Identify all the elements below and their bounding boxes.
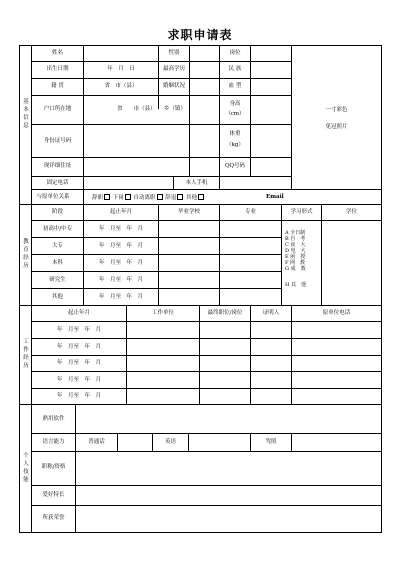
english-label: 英语: [164, 439, 176, 445]
ethnicity-field[interactable]: [251, 62, 291, 78]
relation-label: 与原单位关系: [36, 194, 70, 200]
work-header-phone: 原单位电话: [322, 310, 351, 316]
weight-unit: （kg）: [226, 142, 244, 148]
software-label: 熟用软件: [42, 416, 65, 422]
checkbox-icon: [198, 194, 204, 200]
edu-stage-1: 初高中/中专: [42, 226, 73, 232]
hukou-field[interactable]: 省 市（县） 乡（镇）: [117, 106, 186, 112]
height-field[interactable]: [251, 96, 291, 124]
qq-field[interactable]: [251, 158, 291, 176]
edu-header-form: 学习形式: [290, 209, 313, 215]
work-period-3[interactable]: 年 月至 年 月: [56, 360, 101, 366]
email-field[interactable]: [292, 190, 381, 204]
checkbox-icon: [177, 194, 183, 200]
software-field[interactable]: [76, 405, 381, 433]
checkbox-icon: [157, 194, 163, 200]
birth-date-field[interactable]: 年 月 日: [107, 66, 135, 72]
relation-option-other[interactable]: 其他: [186, 195, 205, 201]
blood-label: 血 型: [228, 83, 242, 89]
work-period-1[interactable]: 年 月至 年 月: [56, 327, 101, 333]
study-form-item: H 其 他: [285, 282, 306, 288]
work-side-label: 工作经历: [23, 339, 29, 369]
name-field[interactable]: [84, 46, 158, 61]
edu-header-school: 毕业学校: [177, 209, 200, 215]
position-label: 岗位: [229, 50, 241, 56]
gender-label: 性别: [168, 50, 180, 56]
edu-period-3[interactable]: 年 月至 年 月: [98, 260, 143, 266]
qq-label: QQ号码: [224, 163, 246, 169]
study-form-item: E 函 授: [285, 254, 306, 260]
hobby-field[interactable]: [76, 486, 381, 505]
edu-stage-2: 大专: [51, 243, 63, 249]
edu-header-period: 起止年月: [109, 209, 132, 215]
edu-header-stage: 阶段: [51, 209, 63, 215]
study-form-item: G 成 教: [285, 266, 306, 272]
mandarin-label: 普通话: [88, 439, 105, 445]
edu-period-5[interactable]: 年 月至 年 月: [98, 294, 143, 300]
study-form-item: D 电 大: [285, 248, 306, 254]
edu-period-2[interactable]: 年 月至 年 月: [98, 243, 143, 249]
checkbox-icon: [125, 194, 131, 200]
work-header-title: 最终职位/岗位: [207, 310, 243, 316]
edu-header-major: 专业: [244, 209, 256, 215]
id-number-label: 身份证号码: [43, 138, 72, 144]
landline-label: 固定电话: [46, 180, 69, 186]
id-number-field[interactable]: [84, 125, 219, 157]
photo-label-line1: 一寸彩色: [325, 107, 348, 113]
gender-field[interactable]: [190, 46, 219, 61]
hukou-label: 户口所在地: [43, 106, 72, 112]
certificate-field[interactable]: [76, 452, 381, 485]
honors-label: 所获荣誉: [42, 515, 65, 521]
relation-option-laidoff[interactable]: 下岗: [113, 195, 132, 201]
origin-label: 籍 贯: [51, 83, 64, 89]
education-side-label: 教育经历: [23, 239, 29, 269]
work-header-reference: 证明人: [262, 310, 280, 316]
address-label: 现详细住址: [43, 163, 72, 169]
name-label: 姓名: [51, 50, 63, 56]
mobile-field[interactable]: [220, 177, 291, 189]
license-field[interactable]: [292, 434, 381, 451]
work-period-5[interactable]: 年 月至 年 月: [56, 393, 101, 399]
honors-field[interactable]: [76, 506, 381, 532]
work-period-4[interactable]: 年 月至 年 月: [56, 377, 101, 383]
height-unit: （cm）: [225, 111, 245, 117]
edu-period-1[interactable]: 年 月至 年 月: [98, 226, 143, 232]
blood-field[interactable]: [251, 79, 291, 95]
position-field[interactable]: [251, 46, 291, 61]
birth-date-label: 出生日期: [46, 66, 69, 72]
mobile-label: 本人手机: [185, 180, 208, 186]
marital-label: 婚姻状况: [162, 83, 185, 89]
mandarin-field[interactable]: [118, 434, 152, 451]
education-level-field[interactable]: [190, 62, 219, 78]
work-period-2[interactable]: 年 月至 年 月: [56, 344, 101, 350]
language-label: 语言能力: [42, 439, 65, 445]
skills-side-label: 个人技能: [23, 453, 29, 483]
basic-info-side-label: 基本信息: [23, 99, 29, 129]
photo-label-line2: 免冠照片: [325, 124, 348, 130]
work-header-company: 工作单位: [151, 310, 174, 316]
certificate-label: 职称/资格: [41, 464, 66, 470]
license-label: 驾照: [265, 439, 277, 445]
relation-option-left[interactable]: 自动离职: [134, 195, 164, 201]
study-form-item: F 网 教: [285, 260, 306, 266]
weight-field[interactable]: [251, 125, 291, 157]
work-header-period: 起止年月: [67, 310, 90, 316]
english-field[interactable]: [189, 434, 250, 451]
address-field[interactable]: [84, 158, 219, 176]
relation-option-resign[interactable]: 辞职: [92, 195, 111, 201]
marital-field[interactable]: [190, 79, 219, 95]
relation-option-dismissed[interactable]: 辞退: [165, 195, 184, 201]
edu-period-4[interactable]: 年 月至 年 月: [98, 277, 143, 283]
study-form-item: C 夜 大: [285, 242, 306, 248]
edu-header-degree: 学位: [345, 209, 357, 215]
landline-field[interactable]: [84, 177, 173, 189]
edu-stage-3: 本科: [51, 260, 63, 266]
hobby-label: 爱好特长: [42, 492, 65, 498]
ethnicity-label: 民 族: [228, 66, 242, 72]
edu-stage-5: 其他: [51, 294, 63, 300]
form-title: 求职申请表: [167, 28, 233, 42]
education-level-label: 最高学历: [162, 66, 185, 72]
weight-label: 体重: [229, 131, 241, 137]
origin-field[interactable]: 省 市（县）: [104, 83, 138, 89]
relation-options: [92, 194, 205, 202]
height-label: 身高: [229, 101, 241, 107]
study-form-item: B 自 考: [285, 236, 306, 242]
study-form-item: A 全日制: [285, 230, 306, 236]
edu-stage-4: 研究生: [49, 277, 66, 283]
email-label: Email: [266, 194, 284, 200]
checkbox-icon: [104, 194, 110, 200]
photo-box[interactable]: [292, 46, 381, 189]
